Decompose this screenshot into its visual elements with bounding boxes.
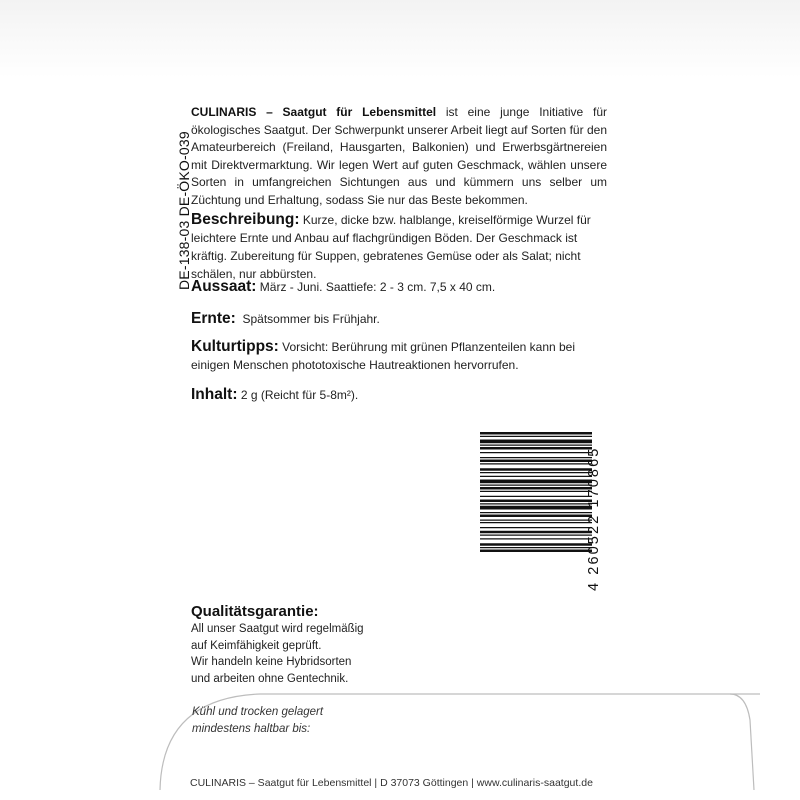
storage-line: Kühl und trocken gelagert bbox=[192, 706, 324, 718]
text-aussaat: März - Juni. Saattiefe: 2 - 3 cm. 7,5 x 40 cm. bbox=[256, 280, 496, 294]
text-inhalt: 2 g (Reicht für 5-8m²). bbox=[237, 388, 359, 402]
section-kulturtipps bbox=[191, 338, 611, 374]
heading-kulturtipps: Kulturtipps: bbox=[191, 338, 279, 355]
section-inhalt bbox=[191, 386, 611, 404]
barcode-bar bbox=[480, 468, 592, 471]
barcode-bar bbox=[480, 550, 592, 553]
barcode-bar bbox=[480, 500, 592, 503]
barcode-bar bbox=[480, 543, 592, 546]
certification-code: DE-138-03 DE-ÖKO-039 bbox=[176, 131, 192, 290]
quality-line: auf Keimfähigkeit geprüft. bbox=[191, 639, 322, 652]
barcode-bar bbox=[480, 460, 592, 463]
barcode-bar bbox=[480, 463, 592, 464]
barcode-bar bbox=[480, 452, 592, 453]
quality-line: All unser Saatgut wird regelmäßig bbox=[191, 623, 364, 635]
barcode-bar bbox=[480, 512, 592, 513]
barcode-bar bbox=[480, 480, 592, 484]
heading-beschreibung: Beschreibung: bbox=[191, 211, 300, 228]
intro-text: ist eine junge Initiative für ökologisches Saatgut. Der Schwerpunkt unserer Arbeit liegt auf Sorten für den Amateurbereich (Freiland, Hausgarten, Balkonien) und Erwerbsgärtnereien mit Direktvermarktung. Wir legen Wert auf guten Geschmack, wählen unsere Sorten in umfangreichen Sichtungen aus und kümmern uns selber um Züchtung und Erhaltung, sodass Sie nur das Beste bekommen. bbox=[191, 105, 607, 207]
barcode-bar bbox=[480, 487, 592, 490]
brand-name: CULINARIS – Saatgut für Lebensmittel bbox=[191, 105, 437, 119]
barcode-bar bbox=[480, 527, 592, 528]
quality-line: und arbeiten ohne Gentechnik. bbox=[191, 672, 349, 685]
quality-title: Qualitätsgarantie: bbox=[191, 603, 319, 620]
barcode-bar bbox=[480, 535, 592, 536]
barcode-bar bbox=[480, 476, 592, 477]
barcode-bar bbox=[480, 485, 592, 486]
heading-aussaat: Aussaat: bbox=[191, 278, 257, 295]
footer-address: CULINARIS – Saatgut für Lebensmittel | D 37073 Göttingen | www.culinaris-saatgut.de bbox=[190, 777, 593, 789]
barcode-bar bbox=[480, 547, 592, 548]
heading-inhalt: Inhalt: bbox=[191, 386, 238, 403]
barcode-bar bbox=[480, 520, 592, 521]
quality-guarantee bbox=[191, 603, 411, 687]
barcode-bar bbox=[480, 496, 592, 497]
barcode-bar bbox=[480, 515, 592, 518]
barcode-bar bbox=[480, 432, 592, 435]
barcode-bar bbox=[480, 531, 592, 534]
top-shadow-band bbox=[0, 0, 800, 78]
barcode-bar bbox=[480, 447, 592, 450]
section-aussaat bbox=[191, 278, 611, 296]
heading-ernte: Ernte: bbox=[191, 310, 236, 327]
text-ernte: Spätsommer bis Frühjahr. bbox=[235, 312, 380, 326]
barcode-bar bbox=[480, 436, 592, 437]
barcode-bar bbox=[480, 472, 592, 473]
barcode-bar bbox=[480, 440, 592, 444]
section-beschreibung bbox=[191, 211, 611, 283]
text-kulturtipps: Vorsicht: Berührung mit grünen Pflanzenteilen kann bei einigen Menschen phototoxische Hautreaktionen hervorrufen. bbox=[191, 340, 576, 372]
section-ernte bbox=[191, 310, 611, 328]
barcode-bar bbox=[480, 503, 592, 504]
barcode-bar bbox=[480, 491, 592, 492]
barcode-bar bbox=[480, 506, 592, 510]
intro-paragraph bbox=[191, 104, 607, 209]
storage-note bbox=[192, 704, 432, 738]
barcode-bar bbox=[480, 522, 592, 523]
barcode-bar bbox=[480, 445, 592, 446]
barcode-bar bbox=[480, 538, 592, 539]
quality-line: Wir handeln keine Hybridsorten bbox=[191, 656, 352, 668]
text-beschreibung: Kurze, dicke bzw. halblange, kreiselförmige Wurzel für leichtere Ernte und Anbau auf flachgründigen Böden. Der Geschmack ist kräftig. Zubereitung für Suppen, gebratenes Gemüse oder als Salat; nicht schälen, nur abbürsten. bbox=[191, 213, 591, 281]
barcode-bar bbox=[480, 457, 592, 458]
storage-line: mindestens haltbar bis: bbox=[192, 723, 311, 735]
barcode-digits: 4 260522 170865 bbox=[586, 446, 602, 591]
